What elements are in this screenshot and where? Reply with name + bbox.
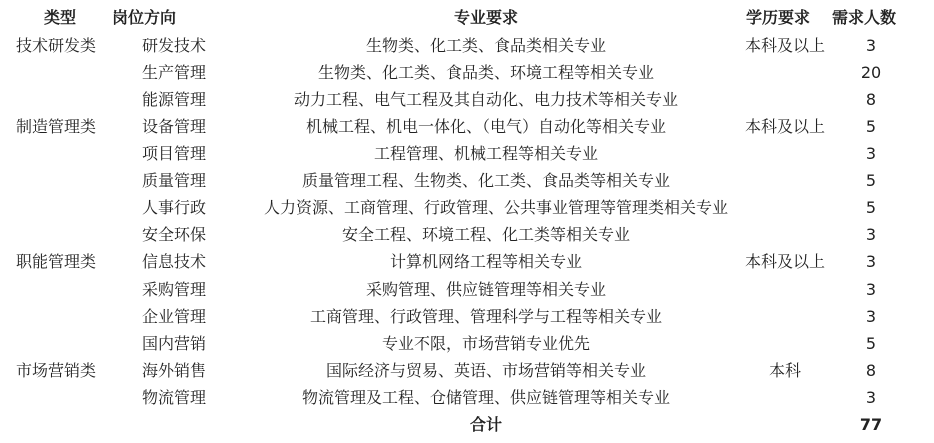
row-major: 国际经济与贸易、英语、市场营销等相关专业	[325, 361, 646, 380]
table-row	[0, 140, 934, 167]
table-header-row	[0, 4, 934, 31]
row-education: 本科	[768, 361, 801, 380]
row-count: 3	[865, 225, 877, 244]
row-count: 20	[860, 63, 882, 82]
row-major: 动力工程、电气工程及其自动化、电力技术等相关专业	[293, 90, 678, 109]
row-major: 机械工程、机电一体化、（电气）自动化等相关专业	[305, 117, 666, 136]
total-label: 合计	[469, 415, 502, 434]
row-position: 信息技术	[141, 252, 206, 271]
row-type: 制造管理类	[16, 117, 97, 136]
row-education: 本科及以上	[744, 252, 825, 271]
row-position: 海外销售	[141, 361, 206, 380]
table-row	[0, 167, 934, 194]
row-type: 市场营销类	[16, 361, 97, 380]
row-education	[726, 194, 844, 221]
row-education	[726, 384, 844, 411]
row-count: 3	[865, 252, 877, 271]
row-position: 人事行政	[141, 198, 206, 217]
row-major: 物流管理及工程、仓储管理、供应链管理等相关专业	[301, 388, 670, 407]
table-row	[0, 86, 934, 113]
row-position: 研发技术	[141, 36, 206, 55]
header-position: 岗位方向	[112, 8, 177, 27]
table-row	[0, 32, 934, 59]
row-education	[726, 167, 844, 194]
row-count: 3	[865, 280, 877, 299]
table-row	[0, 113, 934, 140]
table-row	[0, 303, 934, 330]
row-count: 3	[865, 307, 877, 326]
row-type: 职能管理类	[16, 252, 97, 271]
table-row	[0, 357, 934, 384]
table-row	[0, 384, 934, 411]
row-major: 安全工程、环境工程、化工类等相关专业	[341, 225, 630, 244]
header-type: 类型	[44, 8, 77, 27]
row-count: 8	[865, 90, 877, 109]
row-position: 国内营销	[141, 334, 206, 353]
row-education	[726, 59, 844, 86]
row-major: 生物类、化工类、食品类、环境工程等相关专业	[317, 63, 654, 82]
table-row	[0, 276, 934, 303]
table-row	[0, 194, 934, 221]
row-count: 8	[865, 361, 877, 380]
row-position: 设备管理	[141, 117, 206, 136]
row-count: 5	[865, 117, 877, 136]
row-position: 采购管理	[141, 280, 206, 299]
header-education: 学历要求	[746, 8, 811, 27]
row-position: 能源管理	[141, 90, 206, 109]
table-row	[0, 59, 934, 86]
row-education	[726, 276, 844, 303]
row-major: 专业不限，市场营销专业优先	[381, 334, 590, 353]
row-count: 5	[865, 334, 877, 353]
row-education	[726, 303, 844, 330]
row-position: 物流管理	[141, 388, 206, 407]
row-major: 生物类、化工类、食品类相关专业	[365, 36, 606, 55]
row-major: 人力资源、工商管理、行政管理、公共事业管理等管理类相关专业	[263, 198, 728, 217]
row-major: 计算机网络工程等相关专业	[389, 252, 582, 271]
row-position: 项目管理	[141, 144, 206, 163]
row-major: 质量管理工程、生物类、化工类、食品类等相关专业	[301, 171, 670, 190]
table-row	[0, 221, 934, 248]
row-count: 3	[865, 36, 877, 55]
table-row	[0, 330, 934, 357]
row-education	[726, 140, 844, 167]
row-major: 工商管理、行政管理、管理科学与工程等相关专业	[309, 307, 662, 326]
row-education	[726, 330, 844, 357]
row-position: 生产管理	[141, 63, 206, 82]
row-major: 工程管理、机械工程等相关专业	[373, 144, 598, 163]
row-education: 本科及以上	[744, 117, 825, 136]
row-count: 5	[865, 198, 877, 217]
row-type: 技术研发类	[16, 36, 97, 55]
row-count: 3	[865, 388, 877, 407]
table-total-row	[0, 411, 934, 438]
row-position: 质量管理	[141, 171, 206, 190]
row-major: 采购管理、供应链管理等相关专业	[365, 280, 606, 299]
row-education	[726, 86, 844, 113]
row-position: 企业管理	[141, 307, 206, 326]
row-education	[726, 221, 844, 248]
row-count: 5	[865, 171, 877, 190]
total-count: 77	[859, 415, 883, 434]
header-major: 专业要求	[453, 8, 518, 27]
table-row	[0, 248, 934, 275]
row-position: 安全环保	[141, 225, 206, 244]
row-education: 本科及以上	[744, 36, 825, 55]
row-count: 3	[865, 144, 877, 163]
header-count: 需求人数	[832, 8, 897, 27]
